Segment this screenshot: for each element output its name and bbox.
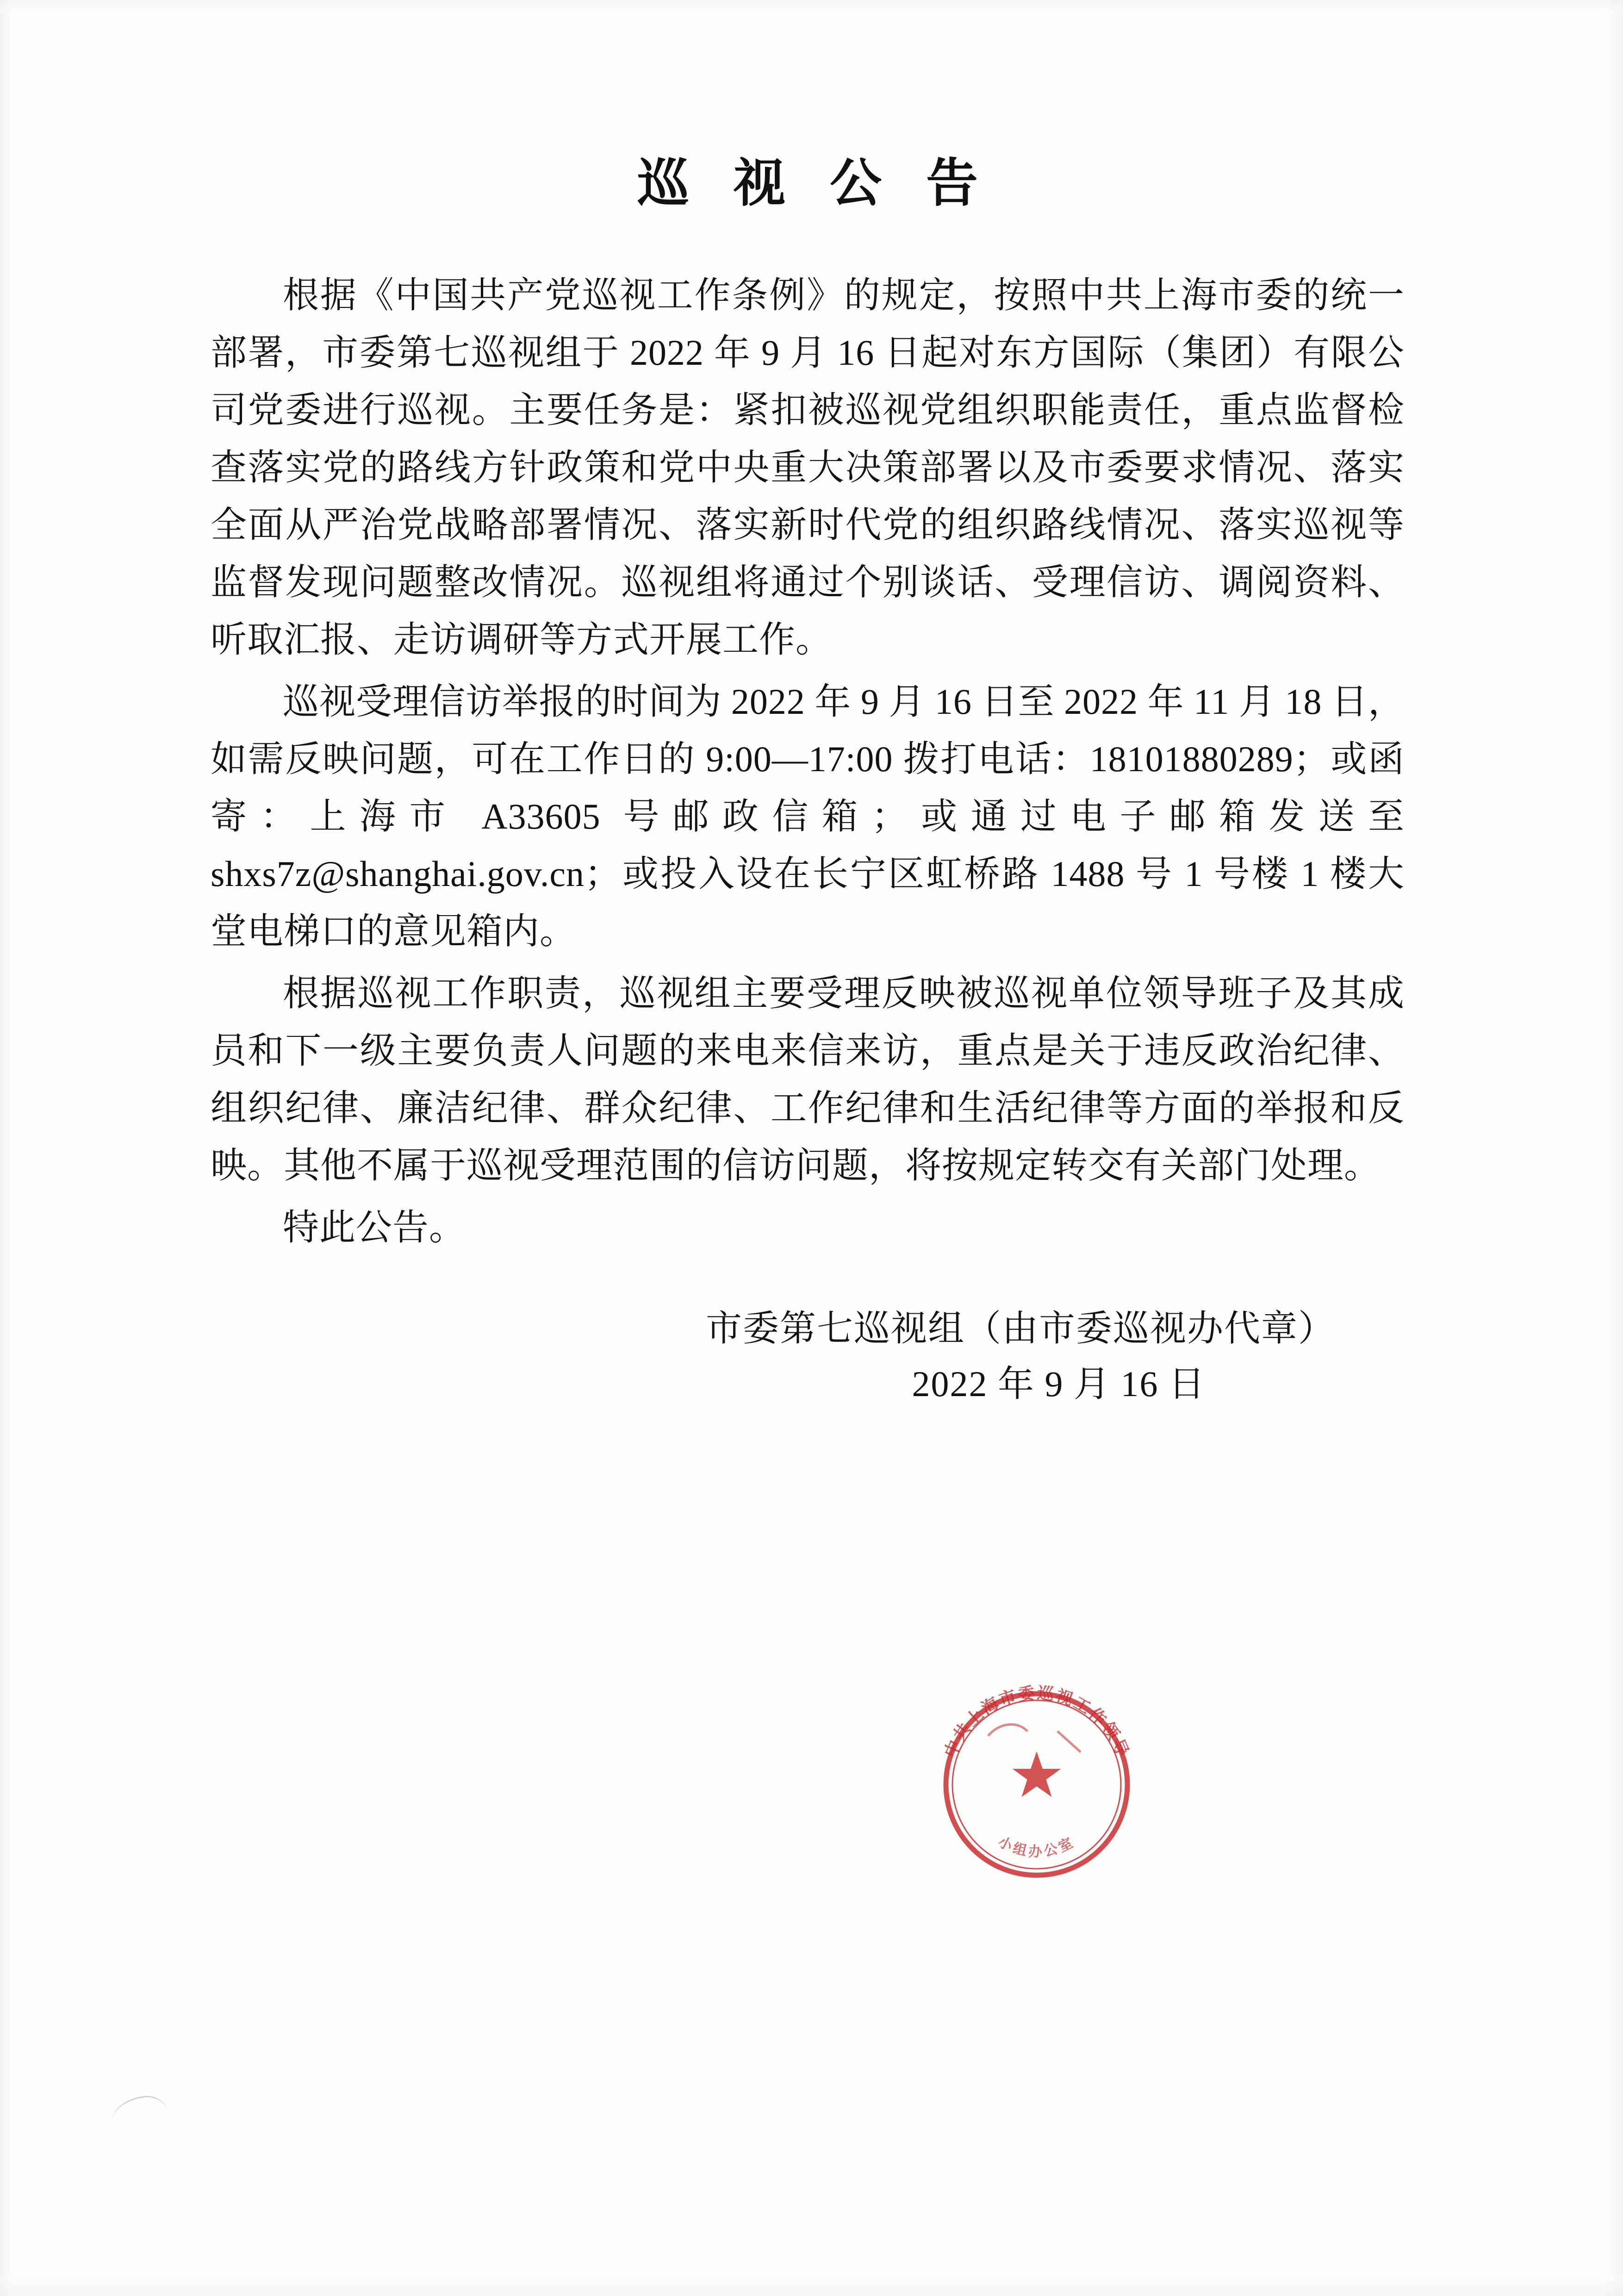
official-seal-icon	[919, 1666, 1155, 1903]
svg-text:小组办公室: 小组办公室	[995, 1834, 1078, 1859]
scan-edge-left	[0, 0, 12, 2296]
paragraph-4: 特此公告。	[283, 1207, 466, 1248]
svg-text:中共上海市委巡视工作领导: 中共上海市委巡视工作领导	[941, 1684, 1132, 1760]
signature-organization: 市委第七巡视组（由市委巡视办代章）	[705, 1308, 1335, 1349]
signature-block	[211, 1301, 1405, 1412]
scan-edge-right	[1604, 0, 1623, 2296]
paragraph-1: 根据《中国共产党巡视工作条例》的规定，按照中共上海市委的统一部署，市委第七巡视组于 2022 年 9 月 16 日起对东方国际（集团）有限公司党委进行巡视。主要任务是：紧扣被巡视党组织职能责任，重点监督检查落实党的路线方针政策和党中央重大决策部署以及市委要求情况、落实全面从严治党战略部署情况、落实新时代党的组织路线情况、落实巡视等监督发现问题整改情况。巡视组将通过个别谈话、受理信访、调阅资料、听取汇报、走访调研等方式开展工作。	[211, 275, 1405, 660]
pencil-mark	[110, 2093, 168, 2121]
page-title: 巡 视 公 告	[637, 155, 994, 212]
paragraph-2: 巡视受理信访举报的时间为 2022 年 9 月 16 日至 2022 年 11 月 18 日，如需反映问题，可在工作日的 9:00—17:00 拨打电话：18101880289；或函寄：上海市 A33605 号邮政信箱；或通过电子邮箱发送至 shxs7z@shanghai.gov.cn；或投入设在长宁区虹桥路 1488 号 1 号楼 1 楼大堂电梯口的意见箱内。	[211, 681, 1405, 952]
paragraph-3: 根据巡视工作职责，巡视组主要受理反映被巡视单位领导班子及其成员和下一级主要负责人问题的来电来信来访，重点是关于违反政治纪律、组织纪律、廉洁纪律、群众纪律、工作纪律和生活纪律等方面的举报和反映。其他不属于巡视受理范围的信访问题，将按规定转交有关部门处理。	[211, 973, 1405, 1186]
signature-date: 2022 年 9 月 16 日	[912, 1364, 1206, 1404]
document-body	[211, 153, 1405, 1412]
scan-edge-bottom	[0, 2275, 1623, 2296]
scan-edge-top	[0, 0, 1623, 14]
